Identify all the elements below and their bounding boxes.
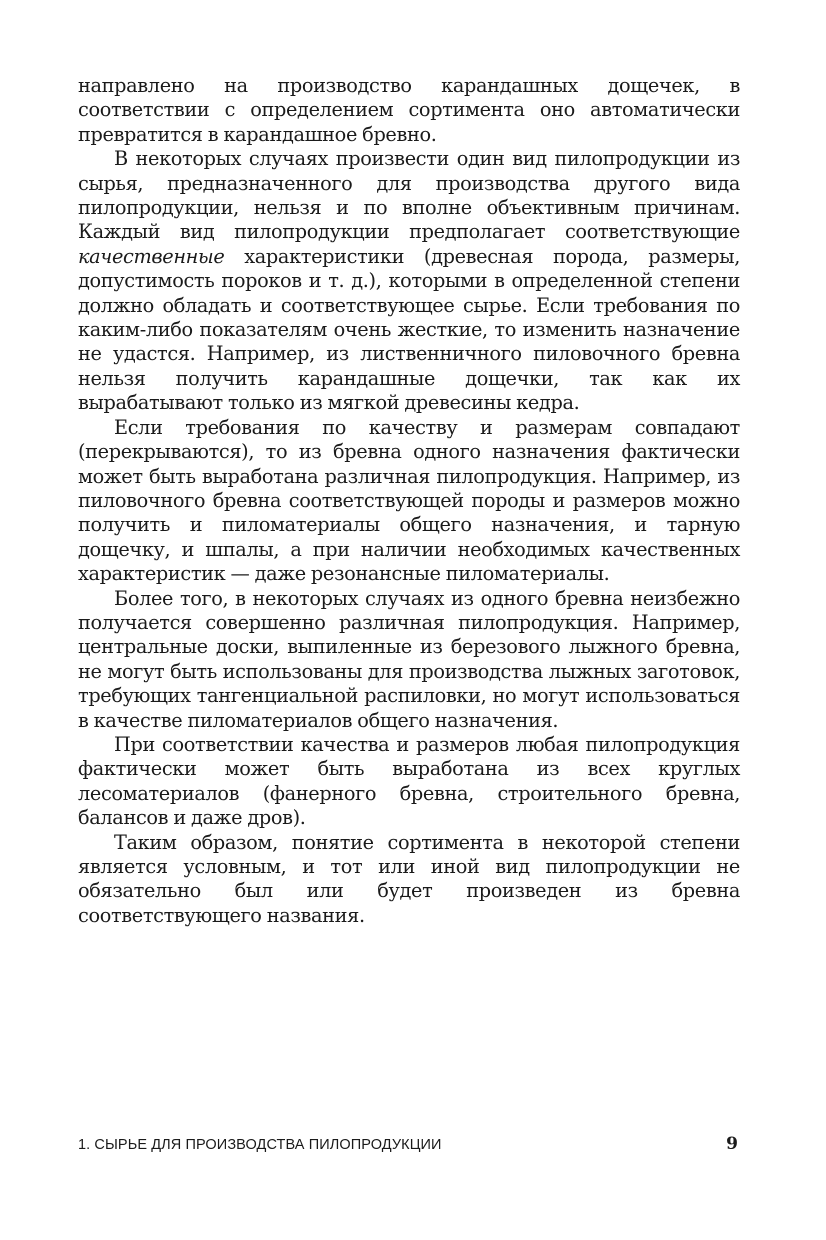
paragraph-different-products: Более того, в некоторых случаях из одного бревна неизбежно получается совершенно различная пилопродукция. Например, центральные доски, выпиленные из березового лыжного бревна, не могут быть использованы для производства лыжных заготовок, требующих тангенциальной распиловки, но могут использоваться в качестве пиломатериалов общего назначения. — [78, 586, 740, 732]
emphasized-term: качественные — [78, 244, 225, 268]
paragraph-text-before-emphasis: В некоторых случаях произвести один вид пилопродукции из сырья, предназначенного для производства другого вида пилопродукции, нельзя и по вполне объективным причинам. Каждый вид пилопродукции предполагает соответствующие — [78, 147, 740, 244]
running-footer — [78, 1134, 738, 1158]
paragraph-continued: направлено на производство карандашных дощечек, в соответствии с определением сортимента оно автоматически превратится в карандашное бревно. — [78, 74, 740, 146]
page-body — [78, 74, 740, 928]
page-number: 9 — [726, 1134, 738, 1154]
paragraph-text-after-emphasis: характеристики (древесная порода, размеры, допустимость пороков и т. д.), которыми в определенной степени должно обладать и соответствующее сырье. Если требования по каким-либо показателям очень жесткие, то изменить назначение не удастся. Например, из лиственничного пиловочного бревна нельзя получить карандашные дощечки, так как их вырабатывают только из мягкой древесины кедра. — [78, 244, 740, 415]
paragraph-quality-characteristics — [78, 147, 740, 415]
running-title: 1. СЫРЬЕ ДЛЯ ПРОИЗВОДСТВА ПИЛОПРОДУКЦИИ — [78, 1137, 442, 1153]
paragraph-any-roundwood: При соответствии качества и размеров любая пилопродукция фактически может быть выработана из всех круглых лесоматериалов (фанерного бревна, строительного бревна, балансов и даже дров). — [78, 732, 740, 830]
paragraph-conclusion: Таким образом, понятие сортимента в некоторой степени является условным, и тот или иной вид пилопродукции не обязательно был или будет произведен из бревна соответствующего названия. — [78, 830, 740, 927]
paragraph-overlapping-requirements: Если требования по качеству и размерам совпадают (перекрываются), то из бревна одного назначения фактически может быть выработана различная пилопродукция. Например, из пиловочного бревна соответствующей породы и размеров можно получить и пиломатериалы общего назначения, и тарную дощечку, и шпалы, а при наличии необходимых качественных характеристик — даже резонансные пиломатериалы. — [78, 415, 740, 586]
